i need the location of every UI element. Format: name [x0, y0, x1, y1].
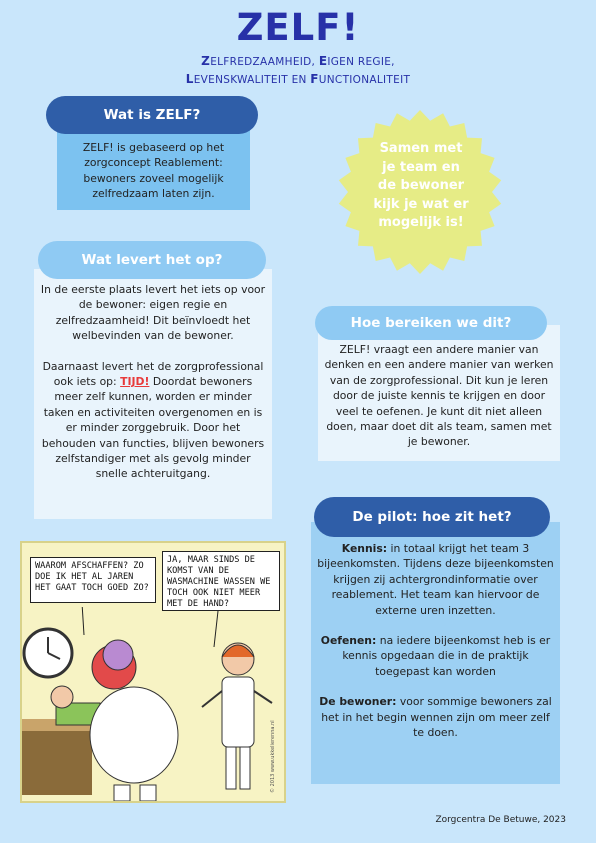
pilot-heading: De pilot: hoe zit het? — [314, 497, 550, 537]
page-subtitle — [0, 53, 596, 89]
subtitle-line-2: LEVENSKWALITEIT EN FUNCTIONALITEIT — [185, 72, 411, 86]
cartoon-panel — [20, 541, 286, 803]
pilot-box — [311, 522, 560, 784]
cartoon-bubble-right: JA, MAAR SINDS DE KOMST VAN DE WASMACHINE WASSEN WE TOCH OOK NIET MEER MET DE HAND? — [162, 551, 280, 611]
wat-is-zelf-text: ZELF! is gebaseerd op het zorgconcept Reablement: bewoners zoveel mogelijk zelfredzaam laten zijn. — [82, 141, 225, 201]
page-title: ZELF! — [236, 6, 360, 49]
footer-credit: Zorgcentra De Betuwe, 2023 — [435, 815, 566, 825]
wat-levert-box — [34, 269, 272, 519]
wat-is-zelf-heading: Wat is ZELF? — [46, 96, 258, 134]
hoe-bereiken-text: ZELF! vraagt een andere manier van denken en een andere manier van werken van de zorgprofessional. Dit kun je leren door de juiste kennis te krijgen en door veel te oefenen. Je kunt dit niet alleen doen, maar doet dit als team, samen met je bewoner. — [324, 343, 554, 449]
wat-levert-para-1: In de eerste plaats levert het iets op voor de bewoner: eigen regie en zelfredzaamheid! Dit beïnvloedt het welbevinden van de bewoner. — [40, 283, 266, 343]
tijd-highlight: TIJD! — [120, 375, 150, 389]
wat-levert-para-2: Daarnaast levert het de zorgprofessional ook iets op: TIJD! Doordat bewoners meer zelf kunnen, worden er minder taken en activiteiten overgenomen en is er minder zorggebruik. Door het behouden van functies, blijven bewoners zelfstandiger met als gevolg minder snelle achteruitgang. — [41, 359, 265, 481]
hoe-bereiken-heading: Hoe bereiken we dit? — [315, 306, 547, 340]
pilot-item-kennis: Kennis: in totaal krijgt het team 3 bijeenkomsten. Tijdens deze bijeenkomsten krijgen zij achtergrondinformatie over reablement. Het team kan hiervoor de externe uren inzetten. — [317, 542, 554, 617]
wat-levert-heading: Wat levert het op? — [38, 241, 266, 279]
cartoon-bubble-left: WAAROM AFSCHAFFEN? ZO DOE IK HET AL JAREN HET GAAT TOCH GOED ZO? — [30, 557, 156, 603]
pilot-item-oefenen: Oefenen: na iedere bijeenkomst heb is er kennis opgedaan die in de praktijk toegepast kan worden — [320, 634, 551, 678]
cartoon-credit: © 2013 www.ukkelierenna.nl — [270, 720, 276, 793]
hoe-bereiken-box — [318, 325, 560, 461]
clock-icon — [24, 629, 72, 677]
cartoon-illustration — [22, 607, 284, 801]
pilot-item-bewoner: De bewoner: voor sommige bewoners zal het in het begin wennen zijn om meer zelf te doen. — [319, 695, 552, 740]
starburst-text: Samen met je team en de bewoner kijk je wat er mogelijk is! — [373, 141, 469, 230]
wat-is-zelf-box — [57, 122, 250, 210]
subtitle-line-1: ZELFREDZAAMHEID, EIGEN REGIE, — [201, 54, 395, 68]
